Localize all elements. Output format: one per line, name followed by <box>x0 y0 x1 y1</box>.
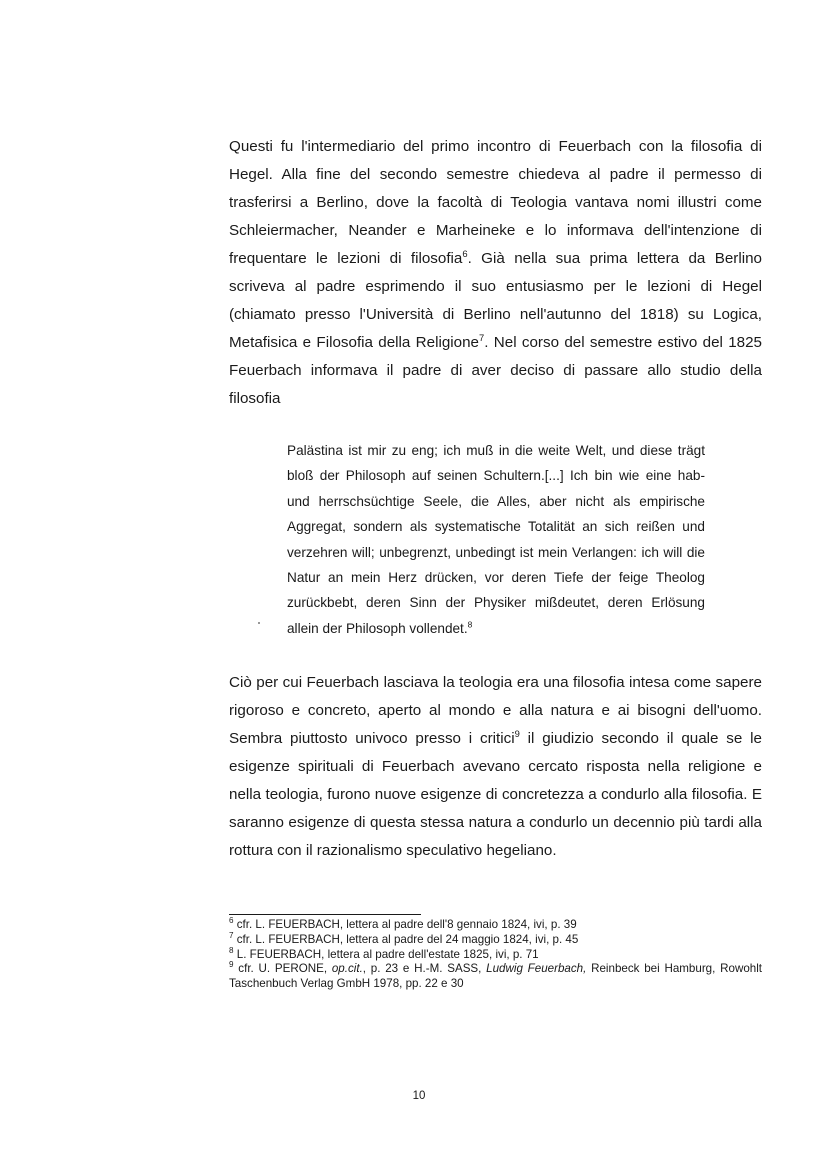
paragraph-text: . Nel corso del semestre estivo del 1825 Feuerbach informava il padre di aver deciso di passare allo studio della filosofia <box>229 334 763 407</box>
body-paragraph-1 <box>229 133 762 413</box>
paragraph-text: Ciò per cui Feuerbach lasciava la teologia era una filosofia intesa come sapere rigoroso e concreto, aperto al mondo e alla natura e ai bisogni dell'uomo. Sembra piuttosto univoco presso i critici <box>229 674 762 747</box>
footnote-ref-8[interactable]: 8 <box>467 619 473 630</box>
footnote-text: L. FEUERBACH, lettera al padre dell'estate 1825, ivi, p. 71 <box>236 947 539 961</box>
body-paragraph-2 <box>229 669 762 865</box>
footnote-ref-6[interactable]: 6 <box>462 247 468 259</box>
paragraph-text: il giudizio secondo il quale se le esigenze spirituali di Feuerbach avevano cercato risposta nella religione e nella teologia, furono nuove esigenze di concretezza a condurlo alla filosofia. E saranno esigenze di questa stessa natura a condurlo un decennio più tardi alla rottura con il razionalismo speculativo hegeliano. <box>229 730 762 859</box>
footnote-9 <box>229 962 762 992</box>
footnote-ref-7[interactable]: 7 <box>479 331 485 343</box>
footnote-8 <box>229 945 762 963</box>
footnote-italic: op.cit. <box>331 962 363 976</box>
footnote-text: cfr. L. FEUERBACH, lettera al padre dell'8 gennaio 1824, ivi, p. 39 <box>236 918 577 931</box>
footnote-number: 7 <box>229 930 234 940</box>
footnote-6 <box>229 918 762 933</box>
quote-text: Palästina ist mir zu eng; ich muß in die weite Welt, und diese trägt bloß der Philosoph auf seinen Schultern.[...] Ich bin wie eine hab- und herrschsüchtige Seele, die Alles, aber nicht als empirische Aggregat, sondern als systematische Totalität an sich reißen und verzehren will; unbegrenzt, unbedingt ist mein Verlangen: ich will die Natur an mein Herz drücken, vor deren Tiefe der feige Theolog zurückbebt, deren Sinn der Physiker mißdeutet, deren Erlösung allein der Philosoph vollendet. <box>287 443 705 636</box>
block-quote <box>287 438 705 641</box>
footnote-ref-9[interactable]: 9 <box>514 727 520 739</box>
page-number: 10 <box>412 1090 426 1102</box>
footnote-text: , p. 23 e H.-M. SASS, <box>362 962 487 976</box>
footnote-number: 8 <box>229 945 234 955</box>
paragraph-text: . Già nella sua prima lettera da Berlino scriveva al padre esprimendo il suo entusiasmo per le lezioni di Hegel (chiamato presso l'Università di Berlino nell'autunno del 1818) su Logica, Metafisica e Filosofia della Religione <box>229 250 762 351</box>
footnote-text: cfr. U. PERONE, <box>238 962 332 976</box>
footnotes <box>229 918 762 992</box>
footnote-7 <box>229 930 762 948</box>
scan-speck <box>258 622 260 624</box>
footnote-separator <box>229 914 421 915</box>
footnote-text: Reinbeck bei Hamburg, Rowohlt Taschenbuch Verlag GmbH 1978, pp. 22 e 30 <box>229 962 763 991</box>
footnote-number: 9 <box>229 960 234 970</box>
footnote-number: 6 <box>229 916 234 926</box>
footnote-text: cfr. L. FEUERBACH, lettera al padre del 24 maggio 1824, ivi, p. 45 <box>236 932 579 946</box>
footnote-italic: Ludwig Feuerbach, <box>486 962 587 976</box>
paragraph-text: Questi fu l'intermediario del primo incontro di Feuerbach con la filosofia di Hegel. Alla fine del secondo semestre chiedeva al padre il permesso di trasferirsi a Berlino, dove la facoltà di Teologia vantava nomi illustri come Schleiermacher, Neander e Marheineke e lo informava dell'intenzione di frequentare le lezioni di filosofia <box>229 138 762 267</box>
